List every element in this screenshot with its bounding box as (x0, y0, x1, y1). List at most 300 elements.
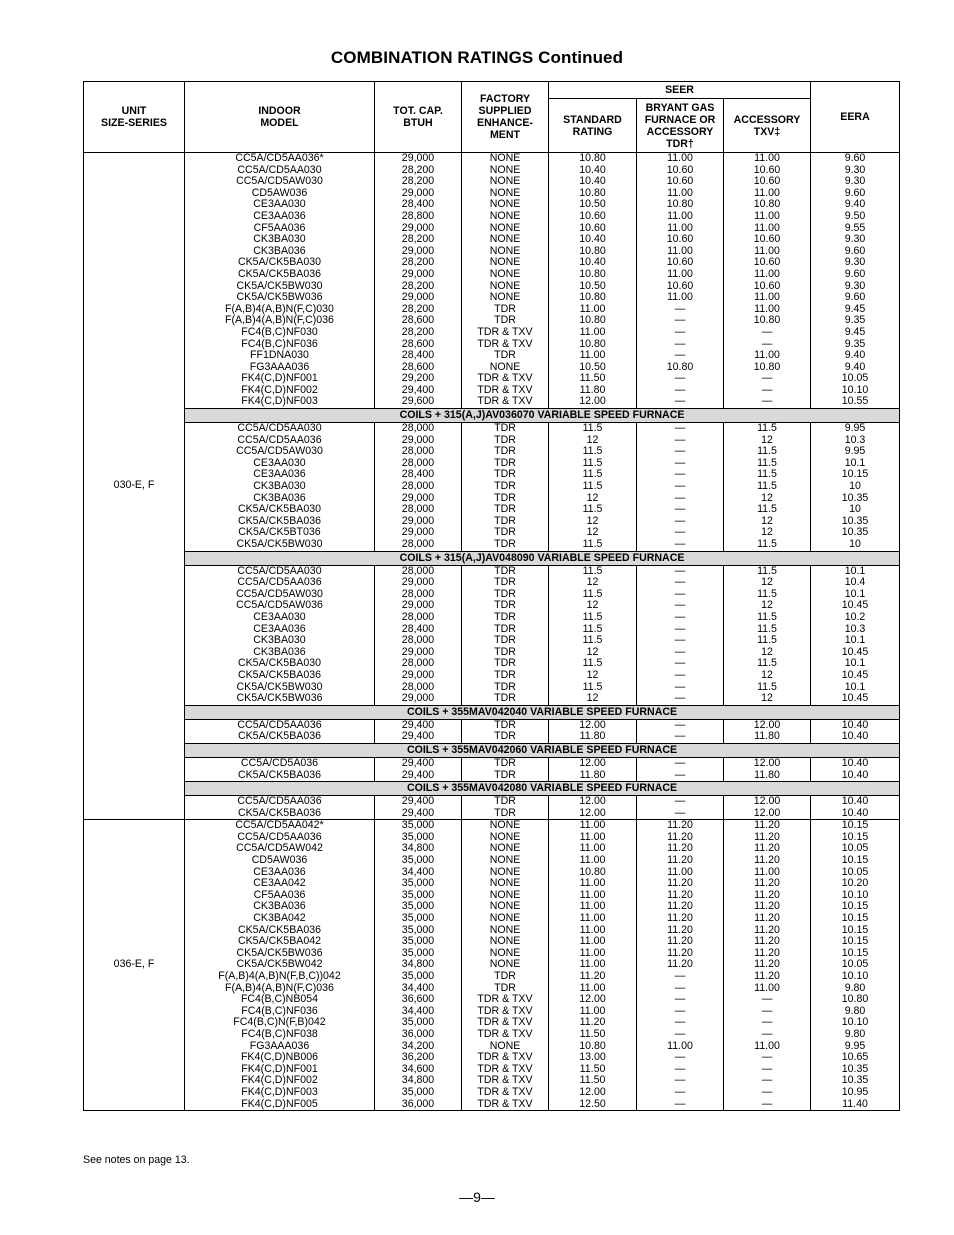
txv-rating: 11.20 (754, 888, 780, 901)
txv-rating: 12 (761, 645, 773, 658)
tdr-rating: 10.60 (666, 233, 694, 246)
tdr-rating: — (674, 668, 686, 681)
section-title: COILS + 355MAV042060 VARIABLE SPEED FURNACE (185, 743, 900, 757)
enhancement: TDR & TXV (477, 372, 533, 385)
indoor-model: F(A,B)4(A,B)N(F,B,C))042 (218, 970, 341, 982)
tdr-rating: — (674, 970, 686, 982)
indoor-model: FK4(C,D)NF001 (241, 1062, 318, 1075)
enhancement: NONE (489, 163, 521, 176)
indoor-model: CE3AA036 (253, 209, 306, 222)
enhancement-cell (462, 757, 549, 781)
tot-cap-cell (375, 153, 462, 409)
eera: 9.60 (844, 186, 866, 199)
eera: 9.60 (844, 152, 866, 164)
standard-rating: 12.00 (579, 993, 606, 1006)
tdr-rating: — (674, 337, 686, 350)
enhancement: TDR & TXV (477, 337, 533, 350)
eera: 10.65 (841, 1051, 869, 1064)
enhancement: TDR (494, 564, 516, 577)
enhancement: NONE (489, 267, 521, 280)
txv-rating: 11.5 (757, 657, 777, 670)
standard-rating: 11.5 (582, 503, 603, 516)
standard-rating: 12 (586, 692, 599, 705)
eera: 11.40 (842, 1097, 868, 1110)
tdr-rating: — (674, 526, 686, 539)
table-row-block (84, 153, 900, 409)
txv-rating: 11.5 (757, 503, 777, 516)
txv-rating: 11.20 (754, 819, 780, 832)
header-unit-size-series: UNIT SIZE-SERIES (84, 82, 185, 153)
indoor-model: CK3BA030 (253, 233, 306, 246)
standard-rating: 10.80 (579, 244, 606, 257)
indoor-model: CC5A/CD5AA036 (237, 830, 322, 843)
standard-rating: 11.50 (579, 1027, 606, 1040)
indoor-model: CK5A/CK5BA036 (237, 768, 322, 781)
tdr-rating: — (674, 1016, 686, 1029)
tot-cap: 28,000 (401, 680, 435, 693)
standard-rating: 11.5 (582, 538, 603, 550)
header-eera: EERA (811, 82, 900, 153)
enhancement: TDR (494, 756, 516, 769)
standard-rating: 11.00 (579, 877, 606, 890)
enhancement: NONE (489, 1039, 521, 1052)
indoor-model: CC5A/CD5AA030 (237, 163, 322, 176)
indoor-model: CC5A/CD5AW036 (236, 599, 323, 612)
txv-rating: — (761, 993, 773, 1006)
tot-cap: 29,400 (401, 795, 435, 808)
tot-cap: 28,200 (401, 302, 435, 315)
standard-rating: 11.00 (579, 888, 606, 901)
tdr-rating: — (674, 503, 686, 516)
indoor-model: CK3BA036 (253, 900, 306, 913)
tot-cap: 29,000 (401, 244, 435, 257)
header-seer: SEER (549, 82, 811, 99)
indoor-model: FC4(B,C)NF036 (241, 1004, 318, 1017)
tdr-rating-cell (637, 153, 724, 409)
tot-cap: 35,000 (401, 900, 435, 913)
indoor-model: FK4(C,D)NF002 (241, 383, 318, 396)
tot-cap: 28,200 (401, 175, 435, 188)
standard-rating: 10.80 (579, 291, 606, 304)
eera: 10.35 (841, 1062, 869, 1075)
eera: 9.80 (844, 981, 866, 994)
indoor-model: FK4(C,D)NF005 (241, 1097, 318, 1110)
tot-cap-cell (375, 423, 462, 552)
txv-rating: — (761, 1062, 773, 1075)
header-tot-cap: TOT. CAP. BTUH (375, 82, 462, 153)
eera: 10 (849, 503, 861, 516)
standard-rating: 11.20 (579, 970, 606, 982)
eera: 9.30 (844, 163, 866, 176)
standard-rating: 11.00 (579, 854, 606, 867)
tot-cap: 29,600 (401, 395, 435, 408)
txv-rating: 11.80 (754, 768, 780, 781)
txv-rating: 11.80 (754, 730, 780, 743)
eera: 10.05 (841, 842, 869, 855)
tdr-rating: — (674, 1097, 686, 1110)
standard-rating: 12.00 (579, 795, 606, 808)
txv-rating: 12 (761, 692, 773, 705)
tdr-rating: 10.60 (666, 279, 694, 292)
tot-cap: 35,000 (401, 912, 435, 925)
eera: 10.15 (841, 946, 869, 959)
tot-cap: 29,000 (401, 692, 435, 705)
txv-rating: 11.5 (757, 480, 777, 493)
tot-cap: 28,000 (401, 564, 435, 577)
txv-rating: — (761, 1097, 773, 1110)
standard-rating: 12 (586, 599, 599, 612)
enhancement: TDR (494, 730, 516, 743)
txv-rating: 11.20 (754, 912, 780, 925)
tdr-rating: — (674, 730, 686, 743)
tdr-rating: — (674, 1027, 686, 1040)
indoor-model: CK5A/CK5BA036 (237, 923, 322, 936)
txv-rating: 11.5 (757, 622, 777, 635)
indoor-model: CE3AA036 (253, 468, 306, 481)
standard-rating: 12.50 (579, 1097, 606, 1110)
eera: 10.45 (841, 599, 869, 612)
tdr-rating: 11.20 (667, 877, 693, 890)
tdr-rating: — (674, 1085, 686, 1098)
tot-cap: 28,600 (401, 314, 435, 327)
indoor-model: CK3BA036 (253, 645, 306, 658)
tot-cap: 28,600 (401, 360, 435, 373)
tdr-rating: 11.20 (667, 935, 693, 948)
tdr-rating: 11.20 (667, 912, 693, 925)
tot-cap: 28,000 (401, 657, 435, 670)
tot-cap: 29,400 (401, 806, 435, 819)
tot-cap: 29,000 (401, 221, 435, 234)
standard-rating: 11.50 (579, 1062, 606, 1075)
standard-rating: 11.5 (582, 422, 603, 435)
tot-cap: 35,000 (401, 923, 435, 936)
eera: 10.1 (844, 456, 866, 469)
standard-rating: 10.60 (579, 209, 606, 222)
enhancement: TDR (494, 314, 516, 327)
enhancement: TDR & TXV (477, 1074, 533, 1087)
tdr-rating: — (674, 538, 686, 550)
standard-rating: 10.50 (579, 198, 606, 211)
tdr-rating: 11.20 (667, 888, 693, 901)
enhancement: NONE (489, 842, 521, 855)
tot-cap: 29,000 (401, 576, 435, 589)
tot-cap: 35,000 (401, 830, 435, 843)
txv-rating: 11.5 (757, 468, 777, 481)
tdr-rating: — (674, 645, 686, 658)
txv-rating: 11.5 (757, 456, 777, 469)
eera-cell (811, 719, 900, 743)
tdr-rating: — (674, 468, 686, 481)
tot-cap: 29,000 (401, 491, 435, 504)
indoor-model: CC5A/CD5AW030 (236, 445, 323, 458)
standard-rating: 11.5 (582, 634, 603, 647)
tdr-rating: 11.20 (667, 946, 693, 959)
txv-rating: 12.00 (753, 718, 781, 731)
tot-cap-cell (375, 820, 462, 1111)
section-title: COILS + 355MAV042040 VARIABLE SPEED FURNACE (185, 705, 900, 719)
standard-rating: 12 (586, 645, 599, 658)
txv-rating: 10.60 (753, 279, 781, 292)
eera: 9.60 (844, 291, 866, 304)
eera: 9.55 (844, 221, 866, 234)
eera: 10.3 (844, 622, 866, 635)
eera: 9.45 (844, 302, 866, 315)
tdr-rating: — (674, 1062, 686, 1075)
txv-rating: 11.20 (754, 946, 780, 959)
eera: 10.1 (844, 564, 866, 577)
txv-rating: 10.80 (753, 314, 781, 327)
tdr-rating: — (674, 383, 686, 396)
eera: 10.35 (841, 526, 869, 539)
eera: 9.40 (844, 360, 866, 373)
txv-rating: 12.00 (753, 795, 781, 808)
combination-ratings-table (83, 81, 900, 1111)
txv-rating: — (761, 337, 773, 350)
tot-cap: 28,000 (401, 445, 435, 458)
tdr-rating: — (674, 349, 686, 362)
standard-rating: 10.50 (579, 279, 606, 292)
enhancement: NONE (489, 912, 521, 925)
enhancement: NONE (489, 198, 521, 211)
tdr-rating: — (674, 993, 686, 1006)
standard-rating: 10.40 (579, 175, 606, 188)
eera: 10.15 (841, 854, 869, 867)
table-row-block (84, 423, 900, 552)
txv-rating: 12 (761, 599, 773, 612)
enhancement: TDR (494, 468, 516, 481)
tdr-rating: — (674, 806, 686, 819)
txv-rating: 10.60 (753, 256, 781, 269)
tdr-rating: — (674, 657, 686, 670)
eera-cell (811, 153, 900, 409)
enhancement: TDR (494, 445, 516, 458)
indoor-model-cell (185, 719, 375, 743)
txv-rating: 11.00 (754, 1039, 780, 1052)
tot-cap: 29,400 (401, 756, 435, 769)
tdr-rating: — (674, 610, 686, 623)
indoor-model: CC5A/CD5A036 (240, 756, 319, 769)
enhancement: TDR (494, 538, 516, 550)
tot-cap: 29,400 (401, 768, 435, 781)
eera: 10.95 (841, 1085, 869, 1098)
indoor-model: CC5A/CD5AA036* (235, 152, 324, 164)
txv-rating: 11.20 (754, 970, 780, 982)
standard-rating: 11.5 (582, 456, 603, 469)
eera: 10.10 (841, 1016, 869, 1029)
enhancement: TDR (494, 981, 516, 994)
eera: 10.15 (841, 923, 869, 936)
txv-rating: 10.80 (753, 198, 781, 211)
tot-cap: 29,000 (401, 526, 435, 539)
indoor-model: FC4(B,C)NF038 (241, 1027, 318, 1040)
tdr-rating: 11.00 (667, 152, 693, 164)
tdr-rating: 11.00 (667, 186, 693, 199)
standard-rating: 11.80 (579, 768, 606, 781)
tdr-rating: — (674, 1004, 686, 1017)
txv-rating: 11.20 (754, 935, 780, 948)
eera: 10.2 (844, 610, 866, 623)
standard-rating: 11.50 (579, 372, 606, 385)
txv-rating: 11.00 (754, 267, 780, 280)
eera: 10.45 (841, 645, 869, 658)
section-header-row (84, 705, 900, 719)
eera: 10.20 (841, 877, 869, 890)
standard-rating: 11.00 (579, 912, 606, 925)
tot-cap: 35,000 (401, 935, 435, 948)
enhancement: TDR & TXV (477, 1004, 533, 1017)
indoor-model: F(A,B)4(A,B)N(F,C)036 (225, 981, 334, 994)
tot-cap-cell (375, 796, 462, 820)
enhancement: TDR (494, 692, 516, 705)
tdr-rating: — (674, 372, 686, 385)
indoor-model: CC5A/CD5AA030 (237, 564, 322, 577)
txv-rating: — (761, 1085, 773, 1098)
indoor-model: CK5A/CK5BW030 (236, 680, 323, 693)
tdr-rating: 11.00 (667, 221, 693, 234)
standard-rating: 11.00 (579, 819, 606, 832)
standard-rating: 10.40 (579, 163, 606, 176)
footnote: See notes on page 13. (83, 1154, 190, 1166)
table-row-block (84, 757, 900, 781)
txv-rating: 11.5 (757, 564, 777, 577)
tot-cap: 29,000 (401, 514, 435, 527)
indoor-model: CC5A/CD5AA042* (235, 819, 324, 832)
enhancement: NONE (489, 923, 521, 936)
indoor-model: FC4(B,C)N(F,B)042 (233, 1016, 326, 1029)
unit-size-series: 030-E, F (84, 153, 185, 820)
indoor-model: FF1DNA030 (250, 349, 309, 362)
eera-cell (811, 820, 900, 1111)
standard-rating: 11.00 (579, 830, 606, 843)
txv-rating: 11.20 (754, 900, 780, 913)
enhancement: TDR (494, 806, 516, 819)
tdr-rating: — (674, 756, 686, 769)
indoor-model: CK5A/CK5BW030 (236, 279, 323, 292)
standard-rating: 13.00 (579, 1051, 606, 1064)
table-row-block (84, 796, 900, 820)
tdr-rating: 11.00 (667, 1039, 693, 1052)
tot-cap: 29,000 (401, 267, 435, 280)
section-header-row (84, 782, 900, 796)
enhancement: NONE (489, 221, 521, 234)
eera: 10.10 (841, 888, 869, 901)
enhancement: NONE (489, 209, 521, 222)
standard-rating: 11.5 (582, 680, 603, 693)
enhancement-cell (462, 153, 549, 409)
txv-rating-cell (724, 565, 811, 705)
indoor-model: CC5A/CD5AW042 (236, 842, 323, 855)
header-standard-rating: STANDARD RATING (549, 99, 637, 153)
eera: 10.40 (841, 730, 869, 743)
indoor-model: CK5A/CK5BT036 (238, 526, 321, 539)
tot-cap: 29,000 (401, 599, 435, 612)
tdr-rating-cell (637, 719, 724, 743)
enhancement: NONE (489, 865, 521, 878)
tot-cap: 29,000 (401, 152, 435, 164)
tdr-rating: — (674, 1051, 686, 1064)
tdr-rating: — (674, 981, 686, 994)
standard-rating: 10.40 (579, 256, 606, 269)
enhancement: TDR (494, 599, 516, 612)
eera: 9.95 (844, 422, 866, 435)
eera: 9.60 (844, 244, 866, 257)
eera: 9.80 (844, 1027, 866, 1040)
eera: 9.30 (844, 233, 866, 246)
eera: 9.95 (844, 445, 866, 458)
indoor-model: CK5A/CK5BA030 (237, 256, 322, 269)
tdr-rating: — (674, 718, 686, 731)
enhancement: NONE (489, 291, 521, 304)
standard-rating: 12 (586, 491, 599, 504)
tdr-rating: — (674, 795, 686, 808)
unit-size-series: 036-E, F (84, 820, 185, 1111)
section-title: COILS + 315(A,J)AV036070 VARIABLE SPEED FURNACE (185, 409, 900, 423)
txv-rating: 11.20 (754, 842, 780, 855)
tdr-rating: 11.00 (667, 209, 693, 222)
tot-cap: 28,200 (401, 325, 435, 338)
eera: 10.35 (841, 491, 869, 504)
standard-rating: 11.00 (579, 981, 606, 994)
tdr-rating: 11.20 (667, 854, 693, 867)
enhancement: NONE (489, 900, 521, 913)
tdr-rating: — (674, 587, 686, 600)
indoor-model: CD5AW036 (251, 854, 308, 867)
indoor-model: CK3BA036 (253, 244, 306, 257)
txv-rating: — (761, 395, 773, 408)
eera: 9.30 (844, 279, 866, 292)
standard-rating: 12 (586, 514, 599, 527)
eera: 10.1 (844, 587, 866, 600)
tot-cap: 28,800 (401, 209, 435, 222)
tot-cap: 34,800 (401, 1074, 435, 1087)
txv-rating-cell (724, 757, 811, 781)
enhancement: TDR (494, 645, 516, 658)
indoor-model: FK4(C,D)NF002 (241, 1074, 318, 1087)
standard-rating: 11.5 (582, 445, 603, 458)
txv-rating: 11.20 (754, 923, 780, 936)
tot-cap: 36,200 (401, 1051, 435, 1064)
enhancement: NONE (489, 935, 521, 948)
tot-cap: 28,400 (401, 349, 435, 362)
eera: 10 (849, 538, 861, 550)
standard-rating: 11.5 (582, 468, 603, 481)
tot-cap: 34,400 (401, 1004, 435, 1017)
eera: 10.15 (841, 830, 869, 843)
enhancement: TDR (494, 587, 516, 600)
indoor-model: FK4(C,D)NF003 (241, 395, 318, 408)
standard-rating: 11.80 (579, 730, 606, 743)
indoor-model: CE3AA042 (253, 877, 306, 890)
eera-cell (811, 757, 900, 781)
standard-rating: 11.5 (582, 622, 603, 635)
txv-rating: — (761, 1051, 773, 1064)
tdr-rating: 10.60 (666, 175, 694, 188)
txv-rating: 11.5 (757, 445, 777, 458)
indoor-model: CK5A/CK5BW036 (236, 692, 323, 705)
eera: 10.40 (841, 795, 869, 808)
standard-rating: 12 (586, 433, 599, 446)
indoor-model: FG3AAA036 (249, 360, 310, 373)
tdr-rating: — (674, 680, 686, 693)
eera: 10.35 (841, 1074, 869, 1087)
eera: 10.45 (841, 692, 869, 705)
enhancement: NONE (489, 854, 521, 867)
txv-rating: 11.00 (754, 244, 780, 257)
enhancement: TDR (494, 718, 516, 731)
txv-rating: 12.00 (753, 756, 781, 769)
standard-rating: 10.80 (579, 152, 606, 164)
header-factory-supplied: FACTORY SUPPLIED ENHANCE- MENT (462, 82, 549, 153)
